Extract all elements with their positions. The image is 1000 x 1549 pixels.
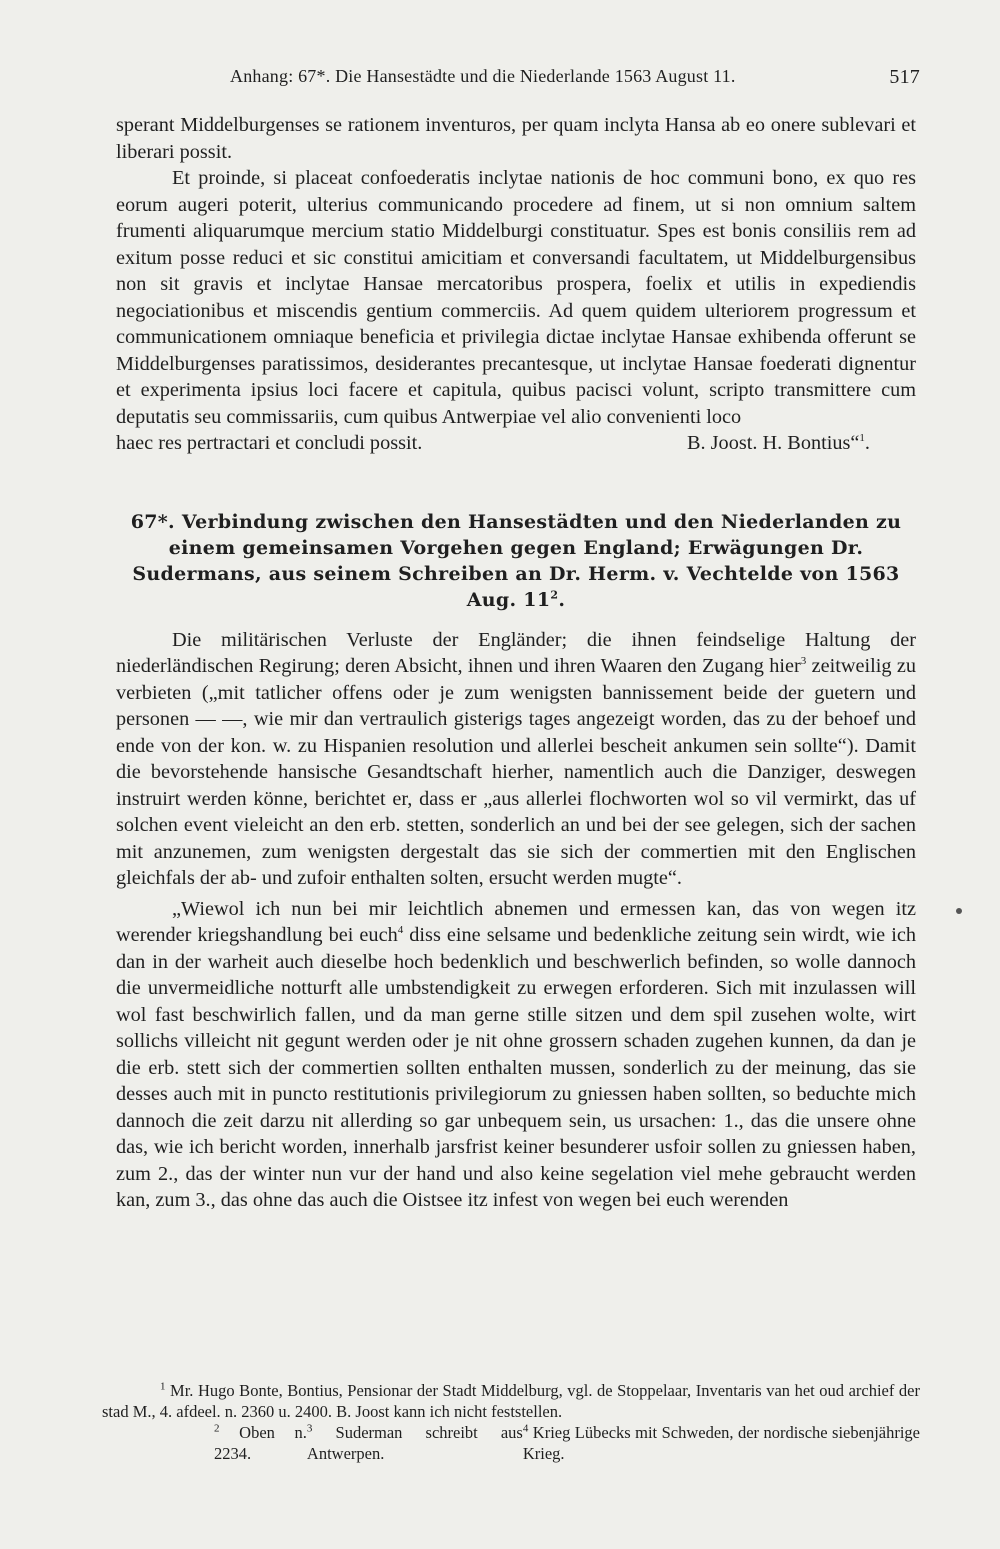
running-title: Anhang: 67*. Die Hansestädte und die Niederlande 1563 August 11. <box>230 66 736 86</box>
main-text <box>116 112 916 1214</box>
footnote-row <box>102 1422 920 1464</box>
ink-spot <box>956 908 962 914</box>
footnote-ref: 1 <box>859 432 865 445</box>
closing-line <box>116 430 916 457</box>
footnote-3 <box>307 1422 523 1464</box>
footnote-text: Mr. Hugo Bonte, Bontius, Pensionar der Stadt Middelburg, vgl. de Stoppelaar, Inventaris van het oud archief der stad M., 4. afdeel. n. 2360 u. 2400. B. Joost kann ich nicht feststellen. <box>102 1381 920 1421</box>
footnote-number: 1 <box>160 1380 166 1393</box>
footnote-2 <box>214 1422 307 1464</box>
section-heading <box>116 509 916 613</box>
paragraph-quote <box>116 896 916 1214</box>
paragraph-latin: Et proinde, si placeat confoederatis inclytae nationis de hoc communi bono, ex quo res eorum augeri poterit, ulterius communicando procedere ad finem, ut si non omnium saltem frumenti aliquarumque mercium statio Middelburgi constituatur. Spes est bonis consiliis rem ad exitum posse reduci et sic constitui amicitiam et conversandi facultatem, ut Middelburgensibus non sit gravis et inclytae Hansae mercatoribus prospera, foelix et utilis in expediendis negociationibus et miscendis gentium commerciis. Ad quem quidem ulteriorem progressum et communicationem omniaque beneficia et privilegia dictae inclytae Hansae exhibenda offerunt se Middelburgenses paratissimos, desiderantes precantesque, ut inclytae Hansae foederati dignentur et experimenta ipsius loci facere et capitula, quibus pacisci volunt, scripto transmittere cum deputatis seu commissariis, cum quibus Antwerpiae vel alio convenienti loco <box>116 167 916 428</box>
footnote-ref: 2 <box>550 588 559 602</box>
section-heading-end: . <box>558 588 566 611</box>
signature <box>687 430 870 457</box>
footnote-4 <box>523 1422 920 1464</box>
footnote-text: Oben n. 2234. <box>214 1423 307 1463</box>
paragraph-text: „Wiewol ich nun bei mir leichtlich abnemen und ermessen kan, das von wegen itz werender kriegshandlung bei euch <box>116 897 916 946</box>
footnotes <box>102 1380 920 1464</box>
paragraph-summary <box>116 627 916 892</box>
footnote-ref: 4 <box>397 924 404 937</box>
paragraph-text: Die militärischen Verluste der Engländer; die ihnen feindselige Haltung der niederländischen Regirung; deren Absicht, ihnen und ihren Waaren den Zugang hier <box>116 628 916 677</box>
section-heading-text: 67*. Verbindung zwischen den Hansestädten und den Niederlanden zu einem gemeinsamen Vorgehen gegen England; Erwägungen Dr. Sudermans, aus seinem Schreiben an Dr. Herm. v. Vechtelde von 1563 Aug. 11 <box>130 510 902 611</box>
paragraph-text: zeitweilig zu verbieten („mit tatlicher offens oder je zum wenigsten bannissement beide der guetern und personen — —, wie mir dan vertraulich gisterigs tages angezeigt worden, das zu der behoef und ende von der kon. w. zu Hispanien resolution und allerlei bescheit ankumen sein sollte“). Damit die bevorstehende hansische Gesandtschaft hierher, namentlich auch die Danziger, deswegen instruirt werden könne, berichtet er, dass er „aus allerlei flochworten wol so vil vermirkt, das uf solchen event vieleicht an den erb. stetten, sonderlich an und bei der see gelegen, sich der sachen mit anzunemen, zum wenigsten dergestalt das sie sich der commertien mit den Englischen gleichfals der ab- und zufoir enthalten solten, ersucht werden mugte“. <box>116 655 916 889</box>
signature-names: B. Joost. H. Bontius“ <box>687 432 860 454</box>
signature-end: . <box>864 432 870 454</box>
footnote-number: 2 <box>214 1422 220 1435</box>
footnote-ref: 3 <box>800 655 807 668</box>
footnote-number: 3 <box>306 1422 313 1435</box>
footnote-text: Suderman schreibt aus Antwerpen. <box>306 1423 523 1463</box>
paragraph-text: diss eine selsame und bedenkliche zeitung sein wirdt, wie ich dan in der warheit auch dieselbe hoch bedenklich und beschwerlich befinden, so wolle dannoch die unvermeidliche notturft alle umbstendigkeit zu erwegen erforderen. Sich mit inzulassen will wol fast beschwirlich fallen, und da man gerne stille sitzen und dem spil zusehen wolte, wirt sollichs villeicht nit gegunt werden oder je nit ohne grossern schaden zugehen kunnen, da dan je die erb. stett sich der commertien sollten enthalten mussen, sonderlich zu der meinung, das sie desses auch mit in puncto restitutionis privilegiorum zu gniessen haben sollten, so beduchte mich dannoch die zeit darzu nit allerding so gar unbequem sein, us ursachen: 1., das die unsere ohne das, wie ich bericht worden, innerhalb jarsfrist keiner besunderer usfoir sollen zu gniessen haben, zum 2., das der winter nun vur der hand und also keine segelation viel mehe gebraucht werden kan, zum 3., das ohne das auch die Oistsee itz infest von wegen bei euch werenden <box>116 924 917 1211</box>
footnote-1 <box>102 1380 920 1422</box>
footnote-text: Krieg Lübecks mit Schweden, der nordische siebenjährige Krieg. <box>522 1423 921 1463</box>
section-body <box>116 627 916 1214</box>
paragraph-continuation: sperant Middelburgenses se rationem inventuros, per quam inclyta Hansa ab eo onere sublevari et liberari possit. <box>116 114 916 163</box>
closing-text: haec res pertractari et concludi possit. <box>116 432 423 454</box>
footnote-number: 4 <box>522 1422 529 1435</box>
page-number: 517 <box>889 66 920 88</box>
